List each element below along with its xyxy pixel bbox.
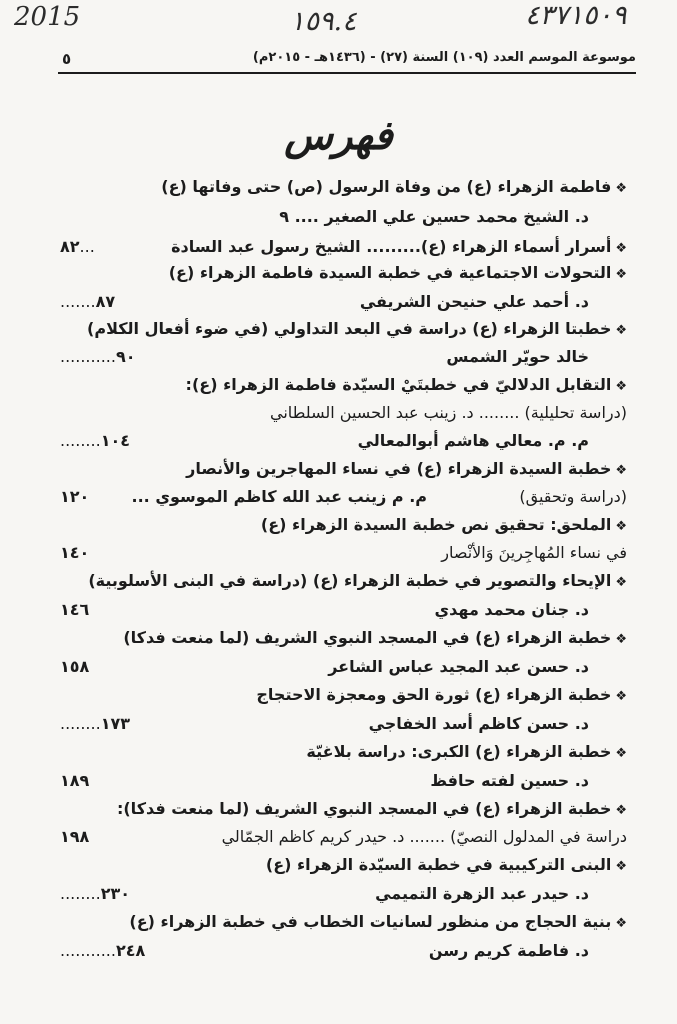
page-title: فهرس	[284, 112, 393, 159]
toc-entry-title	[186, 458, 627, 482]
toc-entry-title	[306, 741, 627, 765]
toc-entry-author: د. فاطمة كريم رسن	[428, 941, 589, 960]
toc-page-number: ١٤٠	[60, 543, 90, 562]
diamond-bullet-icon: ❖	[615, 379, 627, 394]
toc-page-number: ١٧٣........	[60, 714, 130, 733]
toc-entry-title	[161, 176, 627, 200]
handwritten-call-number: ١٥٩.٤	[290, 6, 357, 37]
entry-title-text: خطبة الزهراء (ع) الكبرى: دراسة بلاغيّة	[306, 742, 612, 761]
diamond-bullet-icon: ❖	[615, 803, 627, 818]
toc-entry-title	[117, 798, 627, 822]
toc-entry-subtitle: في نساء المُهاجِرينَ وَالأنْصار	[441, 543, 627, 562]
toc-entry-title	[171, 236, 627, 260]
toc-page-number: ١٢٠	[60, 487, 90, 506]
toc-page-number: ١٥٨	[60, 657, 90, 676]
entry-title-text: التقابل الدلاليّ في خطبتَيْ السيّدة فاطمة الزهراء (ع):	[185, 375, 612, 394]
diamond-bullet-icon: ❖	[615, 181, 627, 196]
toc-entry-author: د. حسن عبد المجيد عباس الشاعر	[328, 657, 589, 676]
toc-entry-author: د. حسن كاظم أسد الخفاجي	[368, 714, 589, 733]
toc-entry-subtitle: دراسة في المدلول النصيّ) ....... د. حيدر كريم كاظم الجمّالي	[221, 827, 627, 846]
entry-title-text: خطبتا الزهراء (ع) دراسة في البعد التداولي (في ضوء أفعال الكلام)	[87, 319, 612, 338]
toc-page-number: ٩٠...........	[60, 347, 136, 366]
diamond-bullet-icon: ❖	[615, 241, 627, 256]
diamond-bullet-icon: ❖	[615, 463, 627, 478]
diamond-bullet-icon: ❖	[615, 916, 627, 931]
toc-entry-author: م. م زينب عبد الله كاظم الموسوي ...	[131, 487, 427, 506]
entry-title-text: خطبة الزهراء (ع) ثورة الحق ومعجزة الاحتجاج	[256, 685, 612, 704]
handwritten-year: 2015	[14, 2, 81, 32]
diamond-bullet-icon: ❖	[615, 323, 627, 338]
toc-entry-author: د. حيدر عبد الزهرة التميمي	[375, 884, 589, 903]
entry-title-text: الملحق: تحقيق نص خطبة السيدة الزهراء (ع)	[260, 515, 612, 534]
diamond-bullet-icon: ❖	[615, 859, 627, 874]
entry-title-text: بنية الحجاج من منظور لسانيات الخطاب في خطبة الزهراء (ع)	[129, 912, 612, 931]
toc-page-number: ١٠٤........	[60, 431, 130, 450]
toc-entry-title	[266, 854, 627, 878]
entry-title-text: خطبة الزهراء (ع) في المسجد النبوي الشريف (لما منعت فدكا):	[116, 799, 612, 818]
toc-entry-subtitle: (دراسة تحليلية) ........ د. زينب عبد الحسين السلطاني	[270, 403, 627, 422]
toc-entry-subtitle: (دراسة وتحقيق)	[519, 487, 627, 506]
toc-entry-author: م. م. معالي هاشم أبوالمعالي	[357, 431, 589, 450]
journal-title: موسوعة الموسم العدد (١٠٩) السنة (٢٧) - (١٤٣٦هـ - ٢٠١٥م)	[252, 50, 636, 65]
entry-title-text: التحولات الاجتماعية في خطبة السيدة فاطمة الزهراء (ع)	[168, 263, 612, 282]
toc-entry-title	[256, 684, 627, 708]
toc-page-number: ٢٤٨...........	[60, 941, 146, 960]
diamond-bullet-icon: ❖	[615, 689, 627, 704]
toc-page-number: ١٨٩	[60, 771, 90, 790]
toc-entry-title	[87, 318, 627, 342]
handwritten-accession-number: ٤٣٧١٥٠٩	[525, 0, 627, 31]
toc-page-number: ١٤٦	[60, 600, 90, 619]
toc-entry-author: خالد حويّر الشمس	[446, 347, 589, 366]
diamond-bullet-icon: ❖	[615, 575, 627, 590]
toc-page-number: ١٩٨	[60, 827, 90, 846]
toc-entry-author: د. حسين لفته حافظ	[430, 771, 589, 790]
entry-title-text: أسرار أسماء الزهراء (ع)......... الشيخ رسول عبد السادة	[171, 237, 612, 256]
toc-entry-author: د. جنان محمد مهدي	[434, 600, 589, 619]
toc-entry-author: د. أحمد علي حنيحن الشريفي	[359, 292, 589, 311]
diamond-bullet-icon: ❖	[615, 746, 627, 761]
entry-title-text: الإيحاء والتصوير في خطبة الزهراء (ع) (دراسة في البنى الأسلوبية)	[88, 571, 612, 590]
diamond-bullet-icon: ❖	[615, 267, 627, 282]
entry-title-text: خطبة السيدة الزهراء (ع) في نساء المهاجرين والأنصار	[186, 459, 612, 478]
toc-entry-title	[129, 911, 627, 935]
toc-page-number: ٢٣٠........	[60, 884, 130, 903]
page-number: ٥	[62, 50, 72, 68]
toc-entry-title	[123, 627, 627, 651]
toc-entry-author: د. الشيخ محمد حسين علي الصغير .... ٩	[279, 207, 589, 226]
toc-page-number: ...٨٢	[60, 237, 95, 256]
entry-title-text: خطبة الزهراء (ع) في المسجد النبوي الشريف (لما منعت فدكا)	[123, 628, 612, 647]
toc-page-number: ٨٧.......	[60, 292, 116, 311]
entry-title-text: البنى التركيبية في خطبة السيّدة الزهراء (ع)	[265, 855, 612, 874]
toc-entry-title	[88, 570, 627, 594]
toc-entry-title	[261, 514, 627, 538]
diamond-bullet-icon: ❖	[615, 632, 627, 647]
diamond-bullet-icon: ❖	[615, 519, 627, 534]
toc-entry-title	[186, 374, 627, 398]
entry-title-text: فاطمة الزهراء (ع) من وفاة الرسول (ص) حتى وفاتها (ع)	[161, 177, 612, 196]
toc-entry-title	[169, 262, 627, 286]
